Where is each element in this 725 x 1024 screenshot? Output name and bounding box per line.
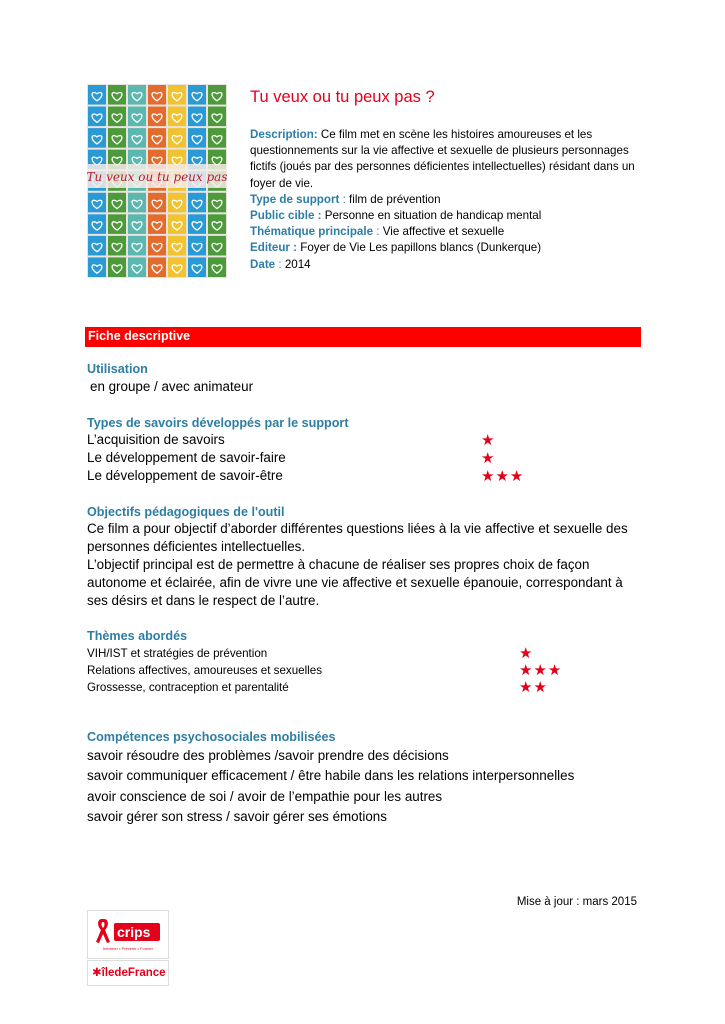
cover-tile — [168, 193, 186, 213]
competence-item-3: savoir gérer son stress / savoir gérer ses émotions — [87, 809, 387, 824]
cover-tile — [128, 214, 146, 234]
cover-tile — [108, 85, 126, 105]
cover-tile — [148, 193, 166, 213]
theme-row: Thématique principale : Vie affective et sexuelle — [250, 225, 505, 239]
description-label: Description — [250, 128, 314, 141]
cover-tile — [168, 236, 186, 256]
competences-heading: Compétences psychosociales mobilisées — [87, 730, 336, 744]
cover-tile — [168, 85, 186, 105]
cover-tile — [188, 85, 206, 105]
cover-tile — [108, 257, 126, 277]
region-logo — [87, 960, 169, 986]
savoir-stars-0: ★ — [481, 432, 496, 449]
themes-heading: Thèmes abordés — [87, 629, 188, 643]
savoir-label-0: L’acquisition de savoirs — [87, 432, 225, 447]
theme-stars-0: ★ — [519, 645, 534, 662]
savoirs-heading: Types de savoirs développés par le support — [87, 416, 349, 430]
cover-tile — [188, 214, 206, 234]
utilisation-text: en groupe / avec animateur — [90, 379, 254, 394]
update-date: Mise à jour : mars 2015 — [516, 896, 637, 908]
cover-tile — [108, 214, 126, 234]
cover-tile — [88, 236, 106, 256]
cover-tile — [108, 107, 126, 127]
section-bar — [85, 327, 641, 347]
region-star-icon: ✱ — [92, 967, 102, 979]
savoir-stars-2: ★★★ — [481, 468, 525, 485]
competence-item-1: savoir communiquer efficacement / être habile dans les relations interpersonnelles — [87, 768, 575, 783]
competence-item-0: savoir résoudre des problèmes /savoir prendre des décisions — [87, 748, 449, 763]
cover-tile — [128, 107, 146, 127]
cover-tile — [168, 128, 186, 148]
cover-tile — [208, 85, 226, 105]
cover-tile — [208, 128, 226, 148]
editor-row — [250, 240, 635, 256]
cover-tile — [128, 85, 146, 105]
cover-artwork — [87, 84, 227, 278]
support-label: Type de support — [250, 192, 340, 206]
cover-tile — [148, 128, 166, 148]
theme-label: Thématique principale — [250, 225, 374, 239]
cover-tile — [188, 107, 206, 127]
cover-tile — [108, 236, 126, 256]
cover-tile — [148, 107, 166, 127]
public-value: Personne en situation de handicap mental — [324, 209, 542, 223]
crips-tagline: Informer • Prévenir • Former — [103, 946, 153, 951]
cover-image — [87, 84, 227, 278]
tool-info — [250, 127, 635, 273]
region-logo-text: ✱îledeFrance — [92, 967, 166, 979]
cover-tile — [168, 214, 186, 234]
public-label: Public cible : — [250, 209, 322, 223]
theme-label-1: Relations affectives, amoureuses et sexuelles — [87, 664, 323, 677]
section-bar-title: Fiche descriptive — [88, 329, 191, 343]
public-row — [250, 208, 635, 224]
cover-tile — [188, 257, 206, 277]
cover-tile — [88, 85, 106, 105]
cover-tile — [128, 257, 146, 277]
cover-tile — [88, 257, 106, 277]
theme-label-0: VIH/IST et stratégies de prévention — [87, 647, 268, 660]
theme-stars-1: ★★★ — [519, 662, 563, 679]
objectifs-paragraph-2: L’objectif principal est de permettre à chacune de réaliser ses propres choix de façon autonome et éclairée, afin de vivre une vie affective et sexuelle épanouie, correspondant à ses désirs et dans le respect de l’autre. — [87, 557, 623, 608]
objectifs-heading: Objectifs pédagogiques de l'outil — [87, 505, 285, 519]
utilisation-heading: Utilisation — [87, 362, 148, 376]
tool-title: Tu veux ou tu peux pas ? — [250, 88, 435, 106]
theme-value: Vie affective et sexuelle — [382, 225, 505, 239]
cover-tile — [188, 193, 206, 213]
cover-tile — [148, 85, 166, 105]
savoir-label-1: Le développement de savoir-faire — [87, 450, 286, 465]
crips-logo — [87, 910, 169, 959]
crips-logo-text: crips — [117, 924, 151, 940]
competence-item-2: avoir conscience de soi / avoir de l’empathie pour les autres — [87, 789, 443, 804]
description-text: Ce film met en scène les histoires amoureuses et les questionnements sur la vie affective et sexuelle de plusieurs personnages fictifs (joués par des personnes déficientes intellectuelles) résidant dans un foyer de vie. — [250, 128, 635, 190]
cover-tile — [88, 107, 106, 127]
description-row: Description: Ce film met en scène les histoires amoureuses et les questionnements sur la vie affective et sexuelle de plusieurs personnages fictifs (joués par des personnes déficientes intellectuelles) résidant dans un foyer de vie. — [250, 128, 635, 190]
cover-tile — [208, 236, 226, 256]
cover-tile — [148, 214, 166, 234]
cover-tile — [128, 236, 146, 256]
cover-tile — [148, 236, 166, 256]
cover-tile — [128, 128, 146, 148]
cover-title-text: Tu veux ou tu peux pas — [87, 170, 227, 184]
theme-label-2: Grossesse, contraception et parentalité — [87, 681, 289, 694]
cover-tile — [208, 107, 226, 127]
editor-value: Foyer de Vie Les papillons blancs (Dunkerque) — [300, 241, 542, 255]
cover-tile — [168, 257, 186, 277]
savoir-stars-1: ★ — [481, 450, 496, 467]
cover-tile — [108, 193, 126, 213]
support-value: film de prévention — [349, 192, 441, 206]
cover-tile — [148, 257, 166, 277]
objectifs-paragraph-1: Ce film a pour objectif d’aborder différentes questions liées à la vie affective et sexuelle des personnes déficientes intellectuelles. — [87, 521, 628, 554]
cover-tile — [208, 214, 226, 234]
date-label: Date — [250, 257, 276, 271]
date-value: 2014 — [284, 257, 311, 271]
cover-tile — [88, 193, 106, 213]
cover-tile — [88, 214, 106, 234]
cover-tile — [208, 257, 226, 277]
cover-tile — [128, 193, 146, 213]
cover-tile — [188, 128, 206, 148]
editor-label: Editeur : — [250, 241, 298, 255]
cover-tile — [88, 128, 106, 148]
date-row: Date : 2014 — [250, 257, 311, 271]
savoir-label-2: Le développement de savoir-être — [87, 468, 283, 483]
cover-tile — [188, 236, 206, 256]
support-row: Type de support : film de prévention — [250, 192, 441, 206]
cover-tile — [208, 193, 226, 213]
cover-tile — [108, 128, 126, 148]
theme-stars-2: ★★ — [519, 679, 548, 696]
cover-tile — [168, 107, 186, 127]
